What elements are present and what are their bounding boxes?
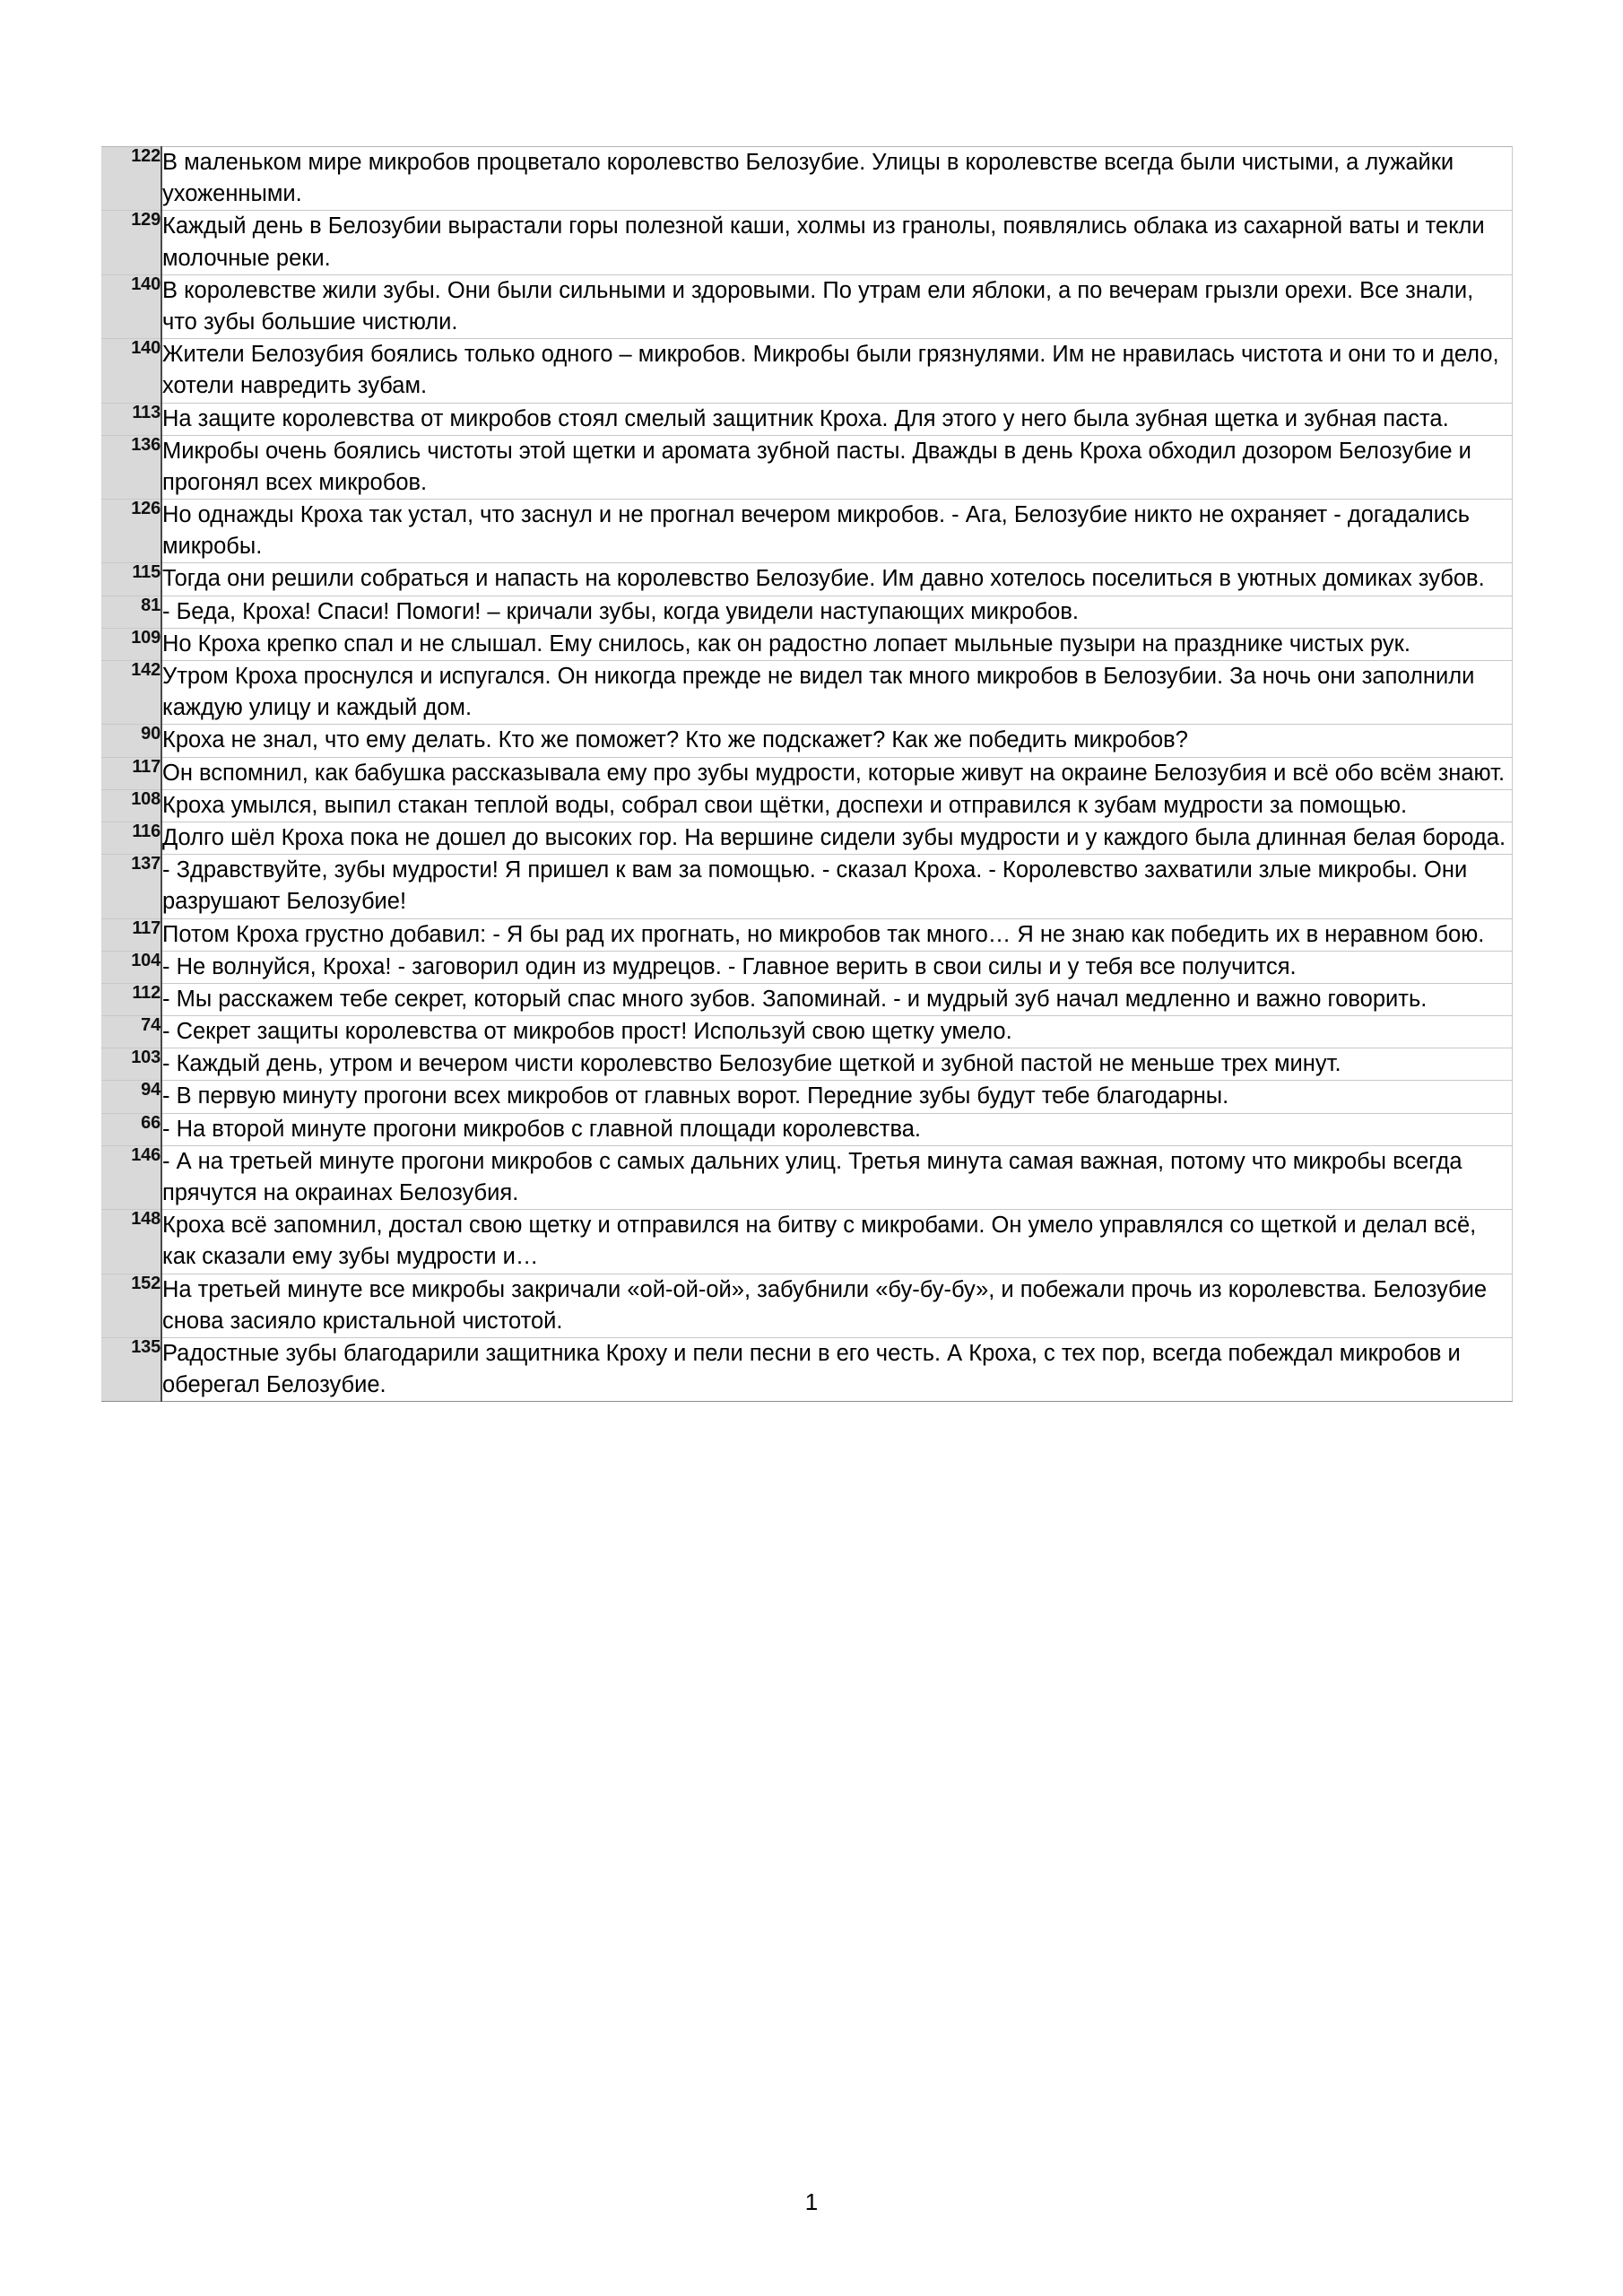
table-row <box>102 1113 1513 1145</box>
row-text-cell: Потом Кроха грустно добавил: - Я бы рад их прогнать, но микробов так много… Я не знаю как победить их в неравном бою. <box>161 918 1513 951</box>
row-text-cell: - В первую минуту прогони всех микробов от главных ворот. Передние зубы будут тебе благодарны. <box>161 1081 1513 1113</box>
row-count-cell: 74 <box>102 1016 162 1048</box>
row-text-cell: Но Кроха крепко спал и не слышал. Ему снилось, как он радостно лопает мыльные пузыри на празднике чистых рук. <box>161 628 1513 660</box>
table-row <box>102 1274 1513 1337</box>
row-count-cell: 94 <box>102 1081 162 1113</box>
row-text-cell: Но однажды Кроха так устал, что заснул и не прогнал вечером микробов. - Ага, Белозубие никто не охраняет - догадались микробы. <box>161 500 1513 563</box>
row-count-cell: 140 <box>102 274 162 338</box>
row-count-cell: 148 <box>102 1210 162 1274</box>
table-row <box>102 855 1513 918</box>
table-row <box>102 918 1513 951</box>
row-text-cell: Он вспомнил, как бабушка рассказывала ему про зубы мудрости, которые живут на окраине Белозубия и всё обо всём знают. <box>161 757 1513 789</box>
table-row <box>102 757 1513 789</box>
row-text-cell: Радостные зубы благодарили защитника Кроху и пели песни в его честь. А Кроха, с тех пор, всегда побеждал микробов и оберегал Белозубие. <box>161 1337 1513 1401</box>
row-text-cell: Микробы очень боялись чистоты этой щетки и аромата зубной пасты. Дважды в день Кроха обходил дозором Белозубие и прогонял всех микробов. <box>161 435 1513 499</box>
row-text-cell: На защите королевства от микробов стоял смелый защитник Кроха. Для этого у него была зубная щетка и зубная паста. <box>161 403 1513 435</box>
row-count-cell: 126 <box>102 500 162 563</box>
table-row <box>102 661 1513 725</box>
table-row <box>102 822 1513 854</box>
row-text-cell: Каждый день в Белозубии вырастали горы полезной каши, холмы из гранолы, появлялись облака из сахарной ваты и текли молочные реки. <box>161 211 1513 274</box>
table-row <box>102 1145 1513 1209</box>
table-row <box>102 789 1513 822</box>
row-count-cell: 135 <box>102 1337 162 1401</box>
row-text-cell: - А на третьей минуте прогони микробов с самых дальних улиц. Третья минута самая важная, потому что микробы всегда прячутся на окраинах Белозубия. <box>161 1145 1513 1209</box>
table-row <box>102 596 1513 628</box>
table-row <box>102 725 1513 757</box>
table-row <box>102 563 1513 596</box>
row-count-cell: 152 <box>102 1274 162 1337</box>
table-row <box>102 983 1513 1015</box>
table-row <box>102 628 1513 660</box>
row-count-cell: 136 <box>102 435 162 499</box>
table-row <box>102 1016 1513 1048</box>
row-text-cell: Кроха не знал, что ему делать. Кто же поможет? Кто же подскажет? Как же победить микробов? <box>161 725 1513 757</box>
row-text-cell: Кроха умылся, выпил стакан теплой воды, собрал свои щётки, доспехи и отправился к зубам мудрости за помощью. <box>161 789 1513 822</box>
row-count-cell: 109 <box>102 628 162 660</box>
page-number: 1 <box>804 2188 819 2215</box>
row-text-cell: Жители Белозубия боялись только одного – микробов. Микробы были грязнулями. Им не нравилась чистота и они то и дело, хотели навредить зубам. <box>161 339 1513 403</box>
row-text-cell: - На второй минуте прогони микробов с главной площади королевства. <box>161 1113 1513 1145</box>
row-count-cell: 116 <box>102 822 162 854</box>
row-count-cell: 117 <box>102 918 162 951</box>
table-row <box>102 274 1513 338</box>
row-count-cell: 142 <box>102 661 162 725</box>
table-row <box>102 951 1513 983</box>
segments-table-body <box>102 147 1513 1402</box>
row-text-cell: Утром Кроха проснулся и испугался. Он никогда прежде не видел так много микробов в Белозубии. За ночь они заполнили каждую улицу и каждый дом. <box>161 661 1513 725</box>
table-row <box>102 1210 1513 1274</box>
table-row <box>102 147 1513 211</box>
row-count-cell: 140 <box>102 339 162 403</box>
table-row <box>102 435 1513 499</box>
row-text-cell: Кроха всё запомнил, достал свою щетку и отправился на битву с микробами. Он умело управлялся со щеткой и делал всё, как сказали ему зубы мудрости и… <box>161 1210 1513 1274</box>
row-text-cell: - Здравствуйте, зубы мудрости! Я пришел к вам за помощью. - сказал Кроха. - Королевство захватили злые микробы. Они разрушают Белозубие! <box>161 855 1513 918</box>
row-text-cell: - Не волнуйся, Кроха! - заговорил один из мудрецов. - Главное верить в свои силы и у тебя все получится. <box>161 951 1513 983</box>
table-row <box>102 403 1513 435</box>
row-count-cell: 81 <box>102 596 162 628</box>
row-text-cell: - Секрет защиты королевства от микробов прост! Используй свою щетку умело. <box>161 1016 1513 1048</box>
row-count-cell: 122 <box>102 147 162 211</box>
row-count-cell: 112 <box>102 983 162 1015</box>
row-count-cell: 104 <box>102 951 162 983</box>
table-row <box>102 500 1513 563</box>
row-text-cell: - Каждый день, утром и вечером чисти королевство Белозубие щеткой и зубной пастой не меньше трех минут. <box>161 1048 1513 1081</box>
table-row <box>102 1337 1513 1401</box>
row-text-cell: Тогда они решили собраться и напасть на королевство Белозубие. Им давно хотелось поселиться в уютных домиках зубов. <box>161 563 1513 596</box>
row-count-cell: 103 <box>102 1048 162 1081</box>
row-count-cell: 129 <box>102 211 162 274</box>
table-row <box>102 1081 1513 1113</box>
row-count-cell: 115 <box>102 563 162 596</box>
row-text-cell: В маленьком мире микробов процветало королевство Белозубие. Улицы в королевстве всегда были чистыми, а лужайки ухоженными. <box>161 147 1513 211</box>
row-count-cell: 113 <box>102 403 162 435</box>
row-count-cell: 117 <box>102 757 162 789</box>
table-row <box>102 1048 1513 1081</box>
row-text-cell: Долго шёл Кроха пока не дошел до высоких гор. На вершине сидели зубы мудрости и у каждого была длинная белая борода. <box>161 822 1513 854</box>
table-row <box>102 211 1513 274</box>
row-text-cell: - Мы расскажем тебе секрет, который спас много зубов. Запоминай. - и мудрый зуб начал медленно и важно говорить. <box>161 983 1513 1015</box>
table-row <box>102 339 1513 403</box>
row-count-cell: 146 <box>102 1145 162 1209</box>
row-count-cell: 66 <box>102 1113 162 1145</box>
row-count-cell: 108 <box>102 789 162 822</box>
row-count-cell: 90 <box>102 725 162 757</box>
segments-table <box>101 146 1513 1402</box>
row-text-cell: В королевстве жили зубы. Они были сильными и здоровыми. По утрам ели яблоки, а по вечерам грызли орехи. Все знали, что зубы большие чистюли. <box>161 274 1513 338</box>
row-count-cell: 137 <box>102 855 162 918</box>
row-text-cell: - Беда, Кроха! Спаси! Помоги! – кричали зубы, когда увидели наступающих микробов. <box>161 596 1513 628</box>
row-text-cell: На третьей минуте все микробы закричали «ой-ой-ой», забубнили «бу-бу-бу», и побежали прочь из королевства. Белозубие снова засияло кристальной чистотой. <box>161 1274 1513 1337</box>
